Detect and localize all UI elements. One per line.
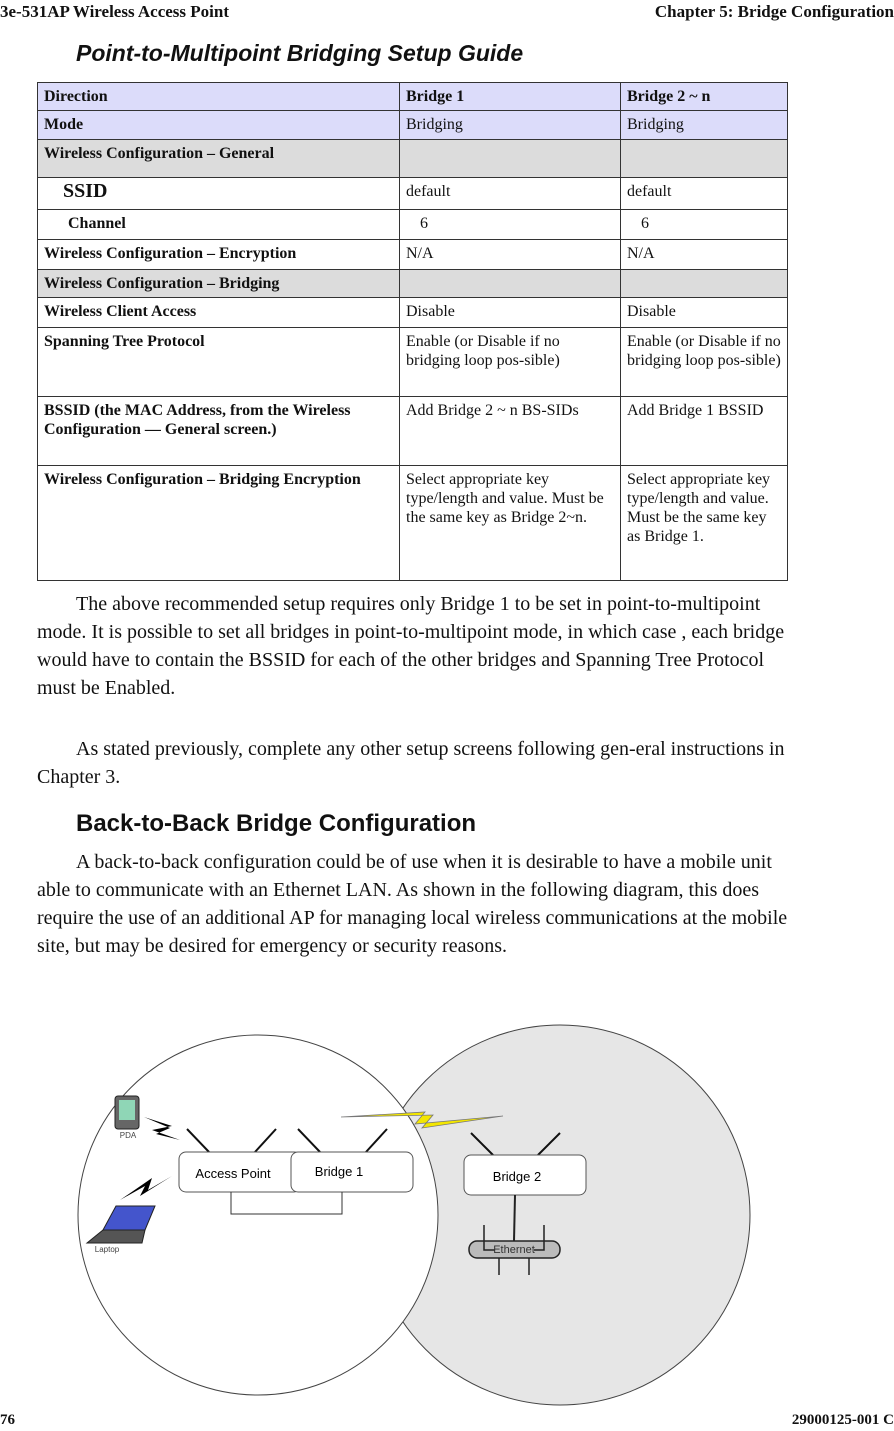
cell: Bridging	[400, 111, 621, 140]
pda-icon	[115, 1096, 139, 1129]
paragraph: The above recommended setup requires only Bridge 1 to be set in point-to-multipoint mode. It is possible to set all bridges in point-to-multipoint mode, in which case , each bridge would have to contain the BSSID for each of the other bridges and Spanning Tree Protocol must be Enabled.	[37, 593, 785, 699]
cell: Disable	[621, 298, 788, 328]
cell: Add Bridge 2 ~ n BS-SIDs	[400, 397, 621, 466]
section-heading: Back-to-Back Bridge Configuration	[76, 810, 477, 837]
paragraph: As stated previously, complete any other setup screens following gen-eral instructions in Chapter 3.	[37, 738, 785, 788]
row-label: BSSID (the MAC Address, from the Wireless Configuration — General screen.)	[38, 397, 400, 466]
row-label: Wireless Configuration – Encryption	[38, 240, 400, 270]
cell: Bridging	[621, 111, 788, 140]
header-cell: Bridge 1	[400, 83, 621, 111]
cell: default	[400, 178, 621, 210]
cell: default	[621, 178, 788, 210]
bridge2-label: Bridge 2	[492, 1169, 542, 1184]
header-right: Chapter 5: Bridge Configuration	[654, 2, 894, 21]
cell: N/A	[400, 240, 621, 270]
document-number: 29000125-001 C	[791, 1412, 894, 1428]
cell: 6	[400, 210, 621, 240]
row-label: Wireless Configuration – Bridging	[38, 270, 400, 298]
section-title: Point-to-Multipoint Bridging Setup Guide	[76, 40, 524, 66]
bridge1-label: Bridge 1	[314, 1164, 364, 1179]
cell: Select appropriate key type/length and value. Must be the same key as Bridge 1.	[621, 466, 788, 581]
row-label: Mode	[38, 111, 400, 140]
ethernet-label: Ethernet	[493, 1244, 535, 1256]
cell: N/A	[621, 240, 788, 270]
cell: 6	[621, 210, 788, 240]
laptop-label: Laptop	[94, 1245, 120, 1254]
header-cell: Bridge 2 ~ n	[621, 83, 788, 111]
row-label: Spanning Tree Protocol	[38, 328, 400, 397]
cell: Select appropriate key type/length and value. Must be the same key as Bridge 2~n.	[400, 466, 621, 581]
page-number: 76	[0, 1412, 15, 1428]
row-label: Channel	[38, 210, 400, 240]
row-label: Wireless Configuration – General	[38, 140, 400, 178]
access-point-label: Access Point	[195, 1166, 271, 1181]
header-cell: Direction	[38, 83, 400, 111]
row-label: Wireless Configuration – Bridging Encryption	[38, 466, 400, 581]
row-label: Wireless Client Access	[38, 298, 400, 328]
row-label: SSID	[38, 178, 400, 210]
cell: Disable	[400, 298, 621, 328]
paragraph: A back-to-back configuration could be of use when it is desirable to have a mobile unit able to communicate with an Ethernet LAN. As shown in the following diagram, this does require the use of an additional AP for managing local wireless communications at the mobile site, but may be desired for emergency or security reasons.	[37, 851, 788, 957]
pda-label: PDA	[119, 1131, 137, 1140]
cell: Enable (or Disable if no bridging loop pos-sible)	[621, 328, 788, 397]
cell: Add Bridge 1 BSSID	[621, 397, 788, 466]
header-left: 3e-531AP Wireless Access Point	[0, 2, 230, 21]
cell: Enable (or Disable if no bridging loop pos-sible)	[400, 328, 621, 397]
